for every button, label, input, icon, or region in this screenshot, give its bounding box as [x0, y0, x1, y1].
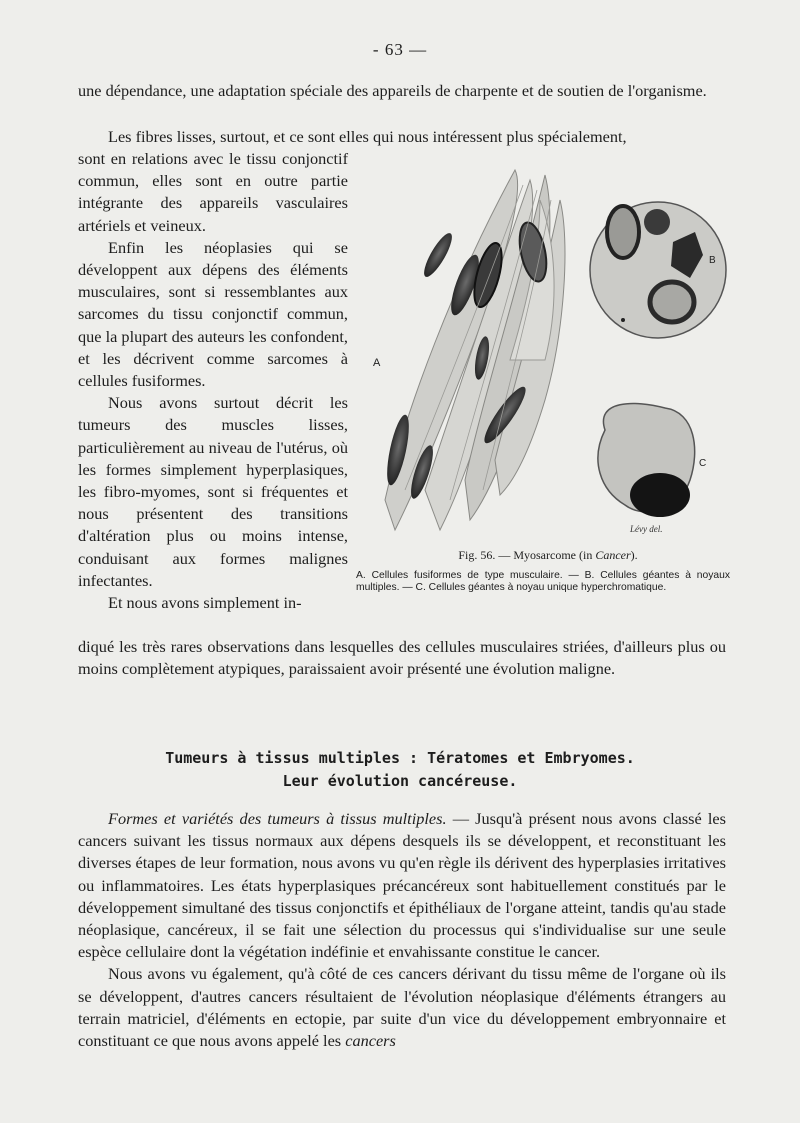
heading-line-2: Leur évolution cancéreuse. — [282, 772, 518, 790]
paragraph-text: Les fibres lisses, surtout, et ce sont elles qui nous intéressent plus spécialement, — [108, 127, 627, 146]
paragraph-text: Et nous avons simplement in- — [108, 593, 302, 613]
artist-signature: Lévy del. — [630, 524, 663, 534]
paragraph-text: Nous avons vu également, qu'à côté de ces cancers dérivant du tissu même de l'organe où ils se développent, d'autres cancers résultaient de l'évolution néoplasique d'éléments étrangers au terrain matriciel, d'éléments en ectopie, par suite d'un vice du développement embryonnaire et constituant ce que nous avons appelé les — [78, 964, 726, 1051]
figure-label-c: C — [699, 458, 707, 469]
spindle-cells-group — [383, 170, 565, 530]
figure-label-b: B — [709, 255, 716, 266]
section-paragraph-1 — [78, 808, 726, 963]
italic-term: cancers — [345, 1031, 396, 1051]
intro-paragraph-2-start — [78, 126, 726, 148]
section-heading — [100, 747, 700, 793]
paragraph-text: Enfin les néoplasies qui se développent aux dépens des éléments musculaires, sont si ressemblantes aux sarcomes du tissu conjonctif commun, que la plupart des auteurs les confondent, et les décrivent comme sarcomes à cellules fusiformes. — [78, 237, 348, 391]
paragraph-text: Nous avons surtout décrit les tumeurs des muscles lisses, particulièrement au niveau de l'utérus, où les formes simplement hyperplasiques, les fibro-myomes, sont si fréquentes et nous présentent des transitions d'altération plus ou moins intense, conduisant aux formes malignes infectantes. — [78, 393, 348, 590]
heading-line-1: Tumeurs à tissus multiples : Tératomes et Embryomes. — [165, 749, 635, 767]
paragraph-text: diqué les très rares observations dans lesquelles des cellules musculaires striées, d'ailleurs plus ou moins complètement atypiques, paraissaient avoir présenté une évolution maligne. — [78, 637, 726, 679]
section-paragraph-2 — [78, 963, 726, 1052]
paragraph-text: une dépendance, une adaptation spéciale des appareils de charpente et de soutien de l'organisme. — [78, 81, 707, 100]
figure-description: A. Cellules fusiformes de type musculaire. — B. Cellules géantes à noyaux multiples. — C. Cellules géantes à noyau unique hyperchromatique. — [356, 570, 730, 593]
intro-column — [78, 148, 348, 614]
myosarcoma-illustration — [365, 160, 731, 540]
caption-label: Fig. 56. — — [458, 548, 511, 562]
paragraph-text: — Jusqu'à présent nous avons classé les cancers suivant les tissus normaux aux dépens desquels ils se développent, et reconstituant les diverses étapes de leur formation, nous avons vu qu'en règle ils dérivent des hyperplasies irritatives ou inflammatoires. Les états hyperplasiques précancéreux sont habituellement constitués par le développement simultané des tissus conjonctifs et épithéliaux de l'organe atteint, tandis qu'au stade néoplasique, cancéreux, il se fait une sélection du processus qui s'individualise sur une seule espèce cellulaire dont la végétation indéfinie et envahissante constitue le cancer. — [78, 809, 726, 962]
caption-title: Myosarcome (in — [513, 548, 596, 562]
giant-cell-c — [598, 403, 695, 517]
figure-label-a: A — [373, 357, 381, 369]
section-lead: Formes et variétés des tumeurs à tissus multiples. — [108, 809, 447, 828]
intro-paragraph-5-end — [78, 636, 726, 680]
caption-source: Cancer — [595, 548, 631, 562]
figure-56 — [365, 160, 731, 540]
page-number: - 63 — — [372, 40, 428, 59]
giant-cell-b — [590, 202, 726, 338]
intro-paragraph-1 — [78, 80, 726, 102]
caption-end: ). — [630, 548, 638, 562]
section-body — [78, 808, 726, 1052]
figure-caption — [365, 549, 731, 562]
paragraph-text: sont en relations avec le tissu conjonctif commun, elles sont en outre partie intégrante des appareils vasculaires artériels et veineux. — [78, 149, 348, 235]
